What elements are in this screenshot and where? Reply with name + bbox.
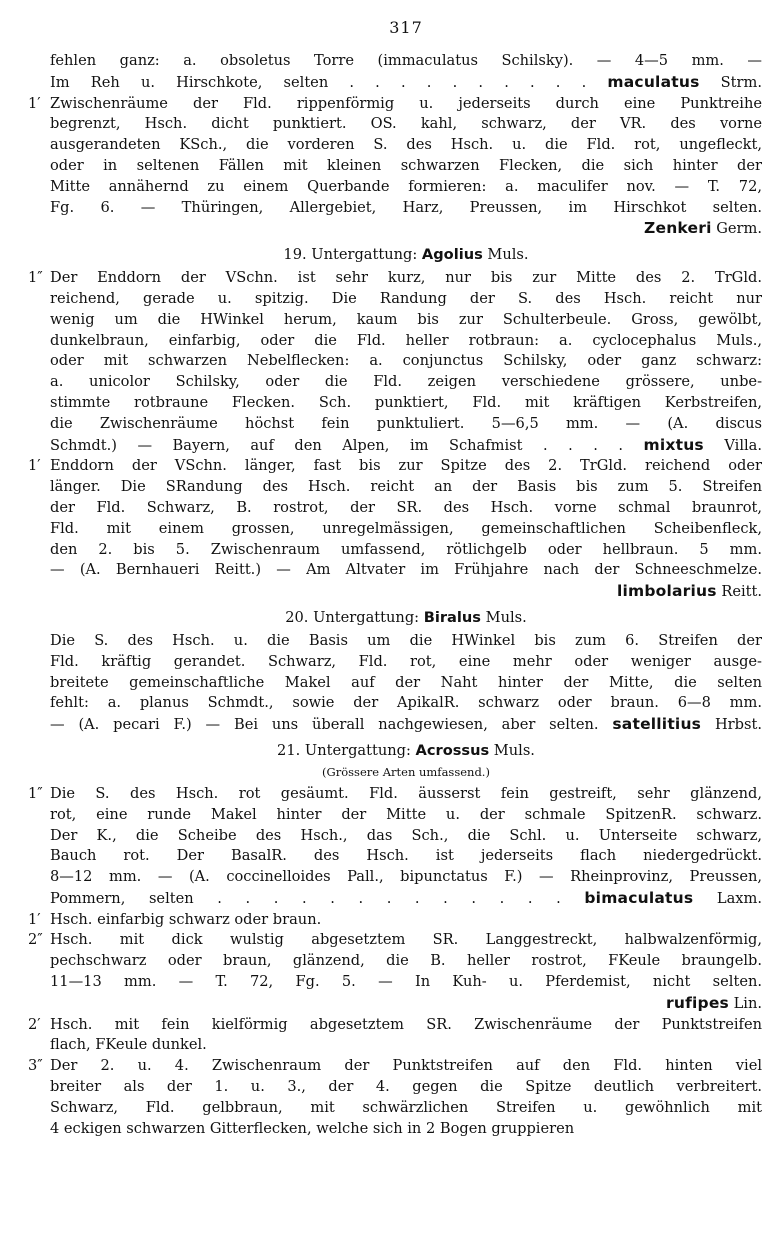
- species-line: [50, 218, 762, 240]
- couplet-marker: 1′: [28, 910, 41, 928]
- text-line: Der Enddorn der VSchn. ist sehr kurz, nur bis zur Mitte des 2. TrGld.: [50, 269, 762, 287]
- key-entry: [28, 784, 762, 910]
- text-line: dunkelbraun, einfarbig, oder die Fld. heller rotbraun: a. cyclocephalus Muls.,: [50, 331, 762, 349]
- text-line: Der 2. u. 4. Zwischenraum der Punktstreifen auf den Fld. hinten viel: [50, 1057, 762, 1075]
- subgenus-heading: [50, 244, 762, 266]
- text-line: 4 eckigen schwarzen Gitterflecken, welche sich in 2 Bogen gruppieren: [50, 1119, 575, 1137]
- species-name: rufipes: [665, 993, 729, 1012]
- couplet-marker: 2″: [28, 931, 43, 949]
- heading-prefix: 21. Untergattung:: [277, 741, 416, 759]
- species-name: maculatus: [607, 72, 700, 91]
- genus-name: Acrossus: [415, 741, 490, 759]
- text-line: 8—12 mm. — (A. coccinelloides Pall., bipunctatus F.) — Rheinprovinz, Preussen,: [50, 868, 762, 886]
- text-line: der Fld. Schwarz, B. rostrot, der SR. des Hsch. vorne schmal braunrot,: [50, 498, 762, 516]
- text-line: Pommern, selten . . . . . . . . . . . . . bimaculatus Laxm.: [50, 888, 762, 907]
- text-line: Hsch. mit dick wulstig abgesetztem SR. Langgestreckt, halbwalzenförmig,: [50, 931, 762, 949]
- page-number: 317: [389, 18, 423, 37]
- key-entry: [28, 268, 762, 456]
- genus-author: Muls.: [480, 608, 527, 626]
- text-line: — (A. Bernhaueri Reitt.) — Am Altvater im Frühjahre nach der Schneeschmelze.: [50, 561, 762, 579]
- text-line: Enddorn der VSchn. länger, fast bis zur Spitze des 2. TrGld. reichend oder: [50, 457, 762, 475]
- text-line: flach, FKeule dunkel.: [50, 1036, 207, 1054]
- text-line: Zwischenräume der Fld. rippenförmig u. jederseits durch eine Punktreihe: [50, 94, 762, 112]
- species-line: [50, 993, 762, 1015]
- genus-name: Biralus: [423, 608, 481, 626]
- text-line: Schwarz, Fld. gelbbraun, mit schwärzlichen Streifen u. gewöhnlich mit: [50, 1098, 762, 1116]
- text-line: den 2. bis 5. Zwischenraum umfassend, rötlichgelb oder hellbraun. 5 mm.: [50, 540, 762, 558]
- couplet-marker: 1′: [28, 457, 41, 475]
- genus-author: Muls.: [489, 741, 535, 759]
- key-entry: [28, 910, 762, 931]
- text-line: Hsch. einfarbig schwarz oder braun.: [50, 910, 322, 928]
- couplet-marker: 2′: [28, 1015, 41, 1033]
- text-line: oder in seltenen Fällen mit kleinen schwarzen Flecken, die sich hinter der: [50, 156, 762, 174]
- species-name: bimaculatus: [584, 888, 694, 907]
- text-line: breitete gemeinschaftliche Makel auf der Naht hinter der Mitte, die selten: [50, 673, 762, 691]
- text-line: stimmte rotbraune Flecken. Sch. punktiert, Fld. mit kräftigen Kerbstreifen,: [50, 393, 762, 411]
- key-entry: [50, 631, 762, 736]
- subgenus-note: (Grössere Arten umfassend.): [322, 764, 490, 779]
- text-line: a. unicolor Schilsky, oder die Fld. zeigen verschiedene grössere, unbe-: [50, 373, 762, 391]
- key-entry: [28, 456, 762, 603]
- text-line: länger. Die SRandung des Hsch. reicht an der Basis bis zum 5. Streifen: [50, 478, 762, 496]
- species-line: [50, 581, 762, 603]
- species-author: Reitt.: [721, 583, 762, 601]
- species-name: satellitius: [612, 715, 702, 734]
- genus-author: Muls.: [482, 246, 529, 264]
- text-line: Im Reh u. Hirschkote, selten . . . . . . . . . . maculatus Strm.: [50, 72, 762, 91]
- text-line: Bauch rot. Der BasalR. des Hsch. ist jederseits flach niedergedrückt.: [50, 847, 762, 865]
- couplet-marker: 3″: [28, 1057, 43, 1075]
- species-name: Zenkeri: [644, 219, 712, 238]
- text-line: die Zwischenräume höchst fein punktuliert. 5—6,5 mm. — (A. discus: [50, 414, 762, 432]
- key-entry: [28, 930, 762, 1014]
- couplet-marker: 1″: [28, 269, 43, 287]
- text-line: Fld. mit einem grossen, unregelmässigen, gemeinschaftlichen Scheibenfleck,: [50, 519, 762, 537]
- text-line: reichend, gerade u. spitzig. Die Randung der S. des Hsch. reicht nur: [50, 289, 762, 307]
- text-line: breiter als der 1. u. 3., der 4. gegen die Spitze deutlich verbreitert.: [50, 1078, 762, 1096]
- text-line: Hsch. mit fein kielförmig abgesetztem SR. Zwischenräume der Punktstreifen: [50, 1015, 762, 1033]
- page-content: [28, 51, 762, 1139]
- text-line: rot, eine runde Makel hinter der Mitte u. der schmale SpitzenR. schwarz.: [50, 805, 762, 823]
- heading-prefix: 20. Untergattung:: [285, 608, 424, 626]
- text-line: begrenzt, Hsch. dicht punktiert. OS. kahl, schwarz, der VR. des vorne: [50, 115, 762, 133]
- text-line: Die S. des Hsch. rot gesäumt. Fld. äusserst fein gestreift, sehr glänzend,: [50, 784, 762, 802]
- text-line: Die S. des Hsch. u. die Basis um die HWinkel bis zum 6. Streifen der: [50, 631, 762, 649]
- text-line: ausgerandeten KSch., die vorderen S. des Hsch. u. die Fld. rot, ungefleckt,: [50, 136, 762, 154]
- subgenus-heading: [50, 740, 762, 762]
- text-line: fehlt: a. planus Schmdt., sowie der ApikalR. schwarz oder braun. 6—8 mm.: [50, 694, 762, 712]
- heading-prefix: 19. Untergattung:: [283, 246, 422, 264]
- text-line: oder mit schwarzen Nebelflecken: a. conjunctus Schilsky, oder ganz schwarz:: [50, 352, 762, 370]
- key-entry: [28, 1056, 762, 1139]
- species-author: Germ.: [716, 220, 762, 238]
- subgenus-heading: [50, 607, 762, 629]
- text-line: wenig um die HWinkel herum, kaum bis zur Schulterbeule. Gross, gewölbt,: [50, 310, 762, 328]
- page: [28, 18, 762, 1139]
- key-entry: [28, 1015, 762, 1057]
- text-line: Schmdt.) — Bayern, auf den Alpen, im Schafmist . . . . mixtus Villa.: [50, 435, 762, 454]
- genus-name: Agolius: [421, 246, 483, 264]
- text-line: — (A. pecari F.) — Bei uns überall nachgewiesen, aber selten. satellitius Hrbst.: [50, 715, 762, 734]
- couplet-marker: 1″: [28, 784, 43, 802]
- text-line: pechschwarz oder braun, glänzend, die B. heller rostrot, FKeule braungelb.: [50, 952, 762, 970]
- text-line: Fld. kräftig gerandet. Schwarz, Fld. rot, eine mehr oder weniger ausge-: [50, 652, 762, 670]
- text-line: 11—13 mm. — T. 72, Fg. 5. — In Kuh- u. Pferdemist, nicht selten.: [50, 973, 762, 991]
- species-name: mixtus: [643, 435, 704, 454]
- text-line: fehlen ganz: a. obsoletus Torre (immaculatus Schilsky). — 4—5 mm. —: [50, 52, 762, 69]
- text-line: Der K., die Scheibe des Hsch., das Sch., die Schl. u. Unterseite schwarz,: [50, 826, 762, 844]
- species-name: limbolarius: [616, 582, 717, 601]
- key-entry: [50, 51, 762, 94]
- couplet-marker: 1′: [28, 94, 41, 112]
- text-line: Mitte annähernd zu einem Querbande formieren: a. maculifer nov. — T. 72,: [50, 177, 762, 195]
- text-line: Fg. 6. — Thüringen, Allergebiet, Harz, Preussen, im Hirschkot selten.: [50, 198, 762, 216]
- key-entry: [28, 94, 762, 241]
- species-author: Lin.: [733, 994, 762, 1012]
